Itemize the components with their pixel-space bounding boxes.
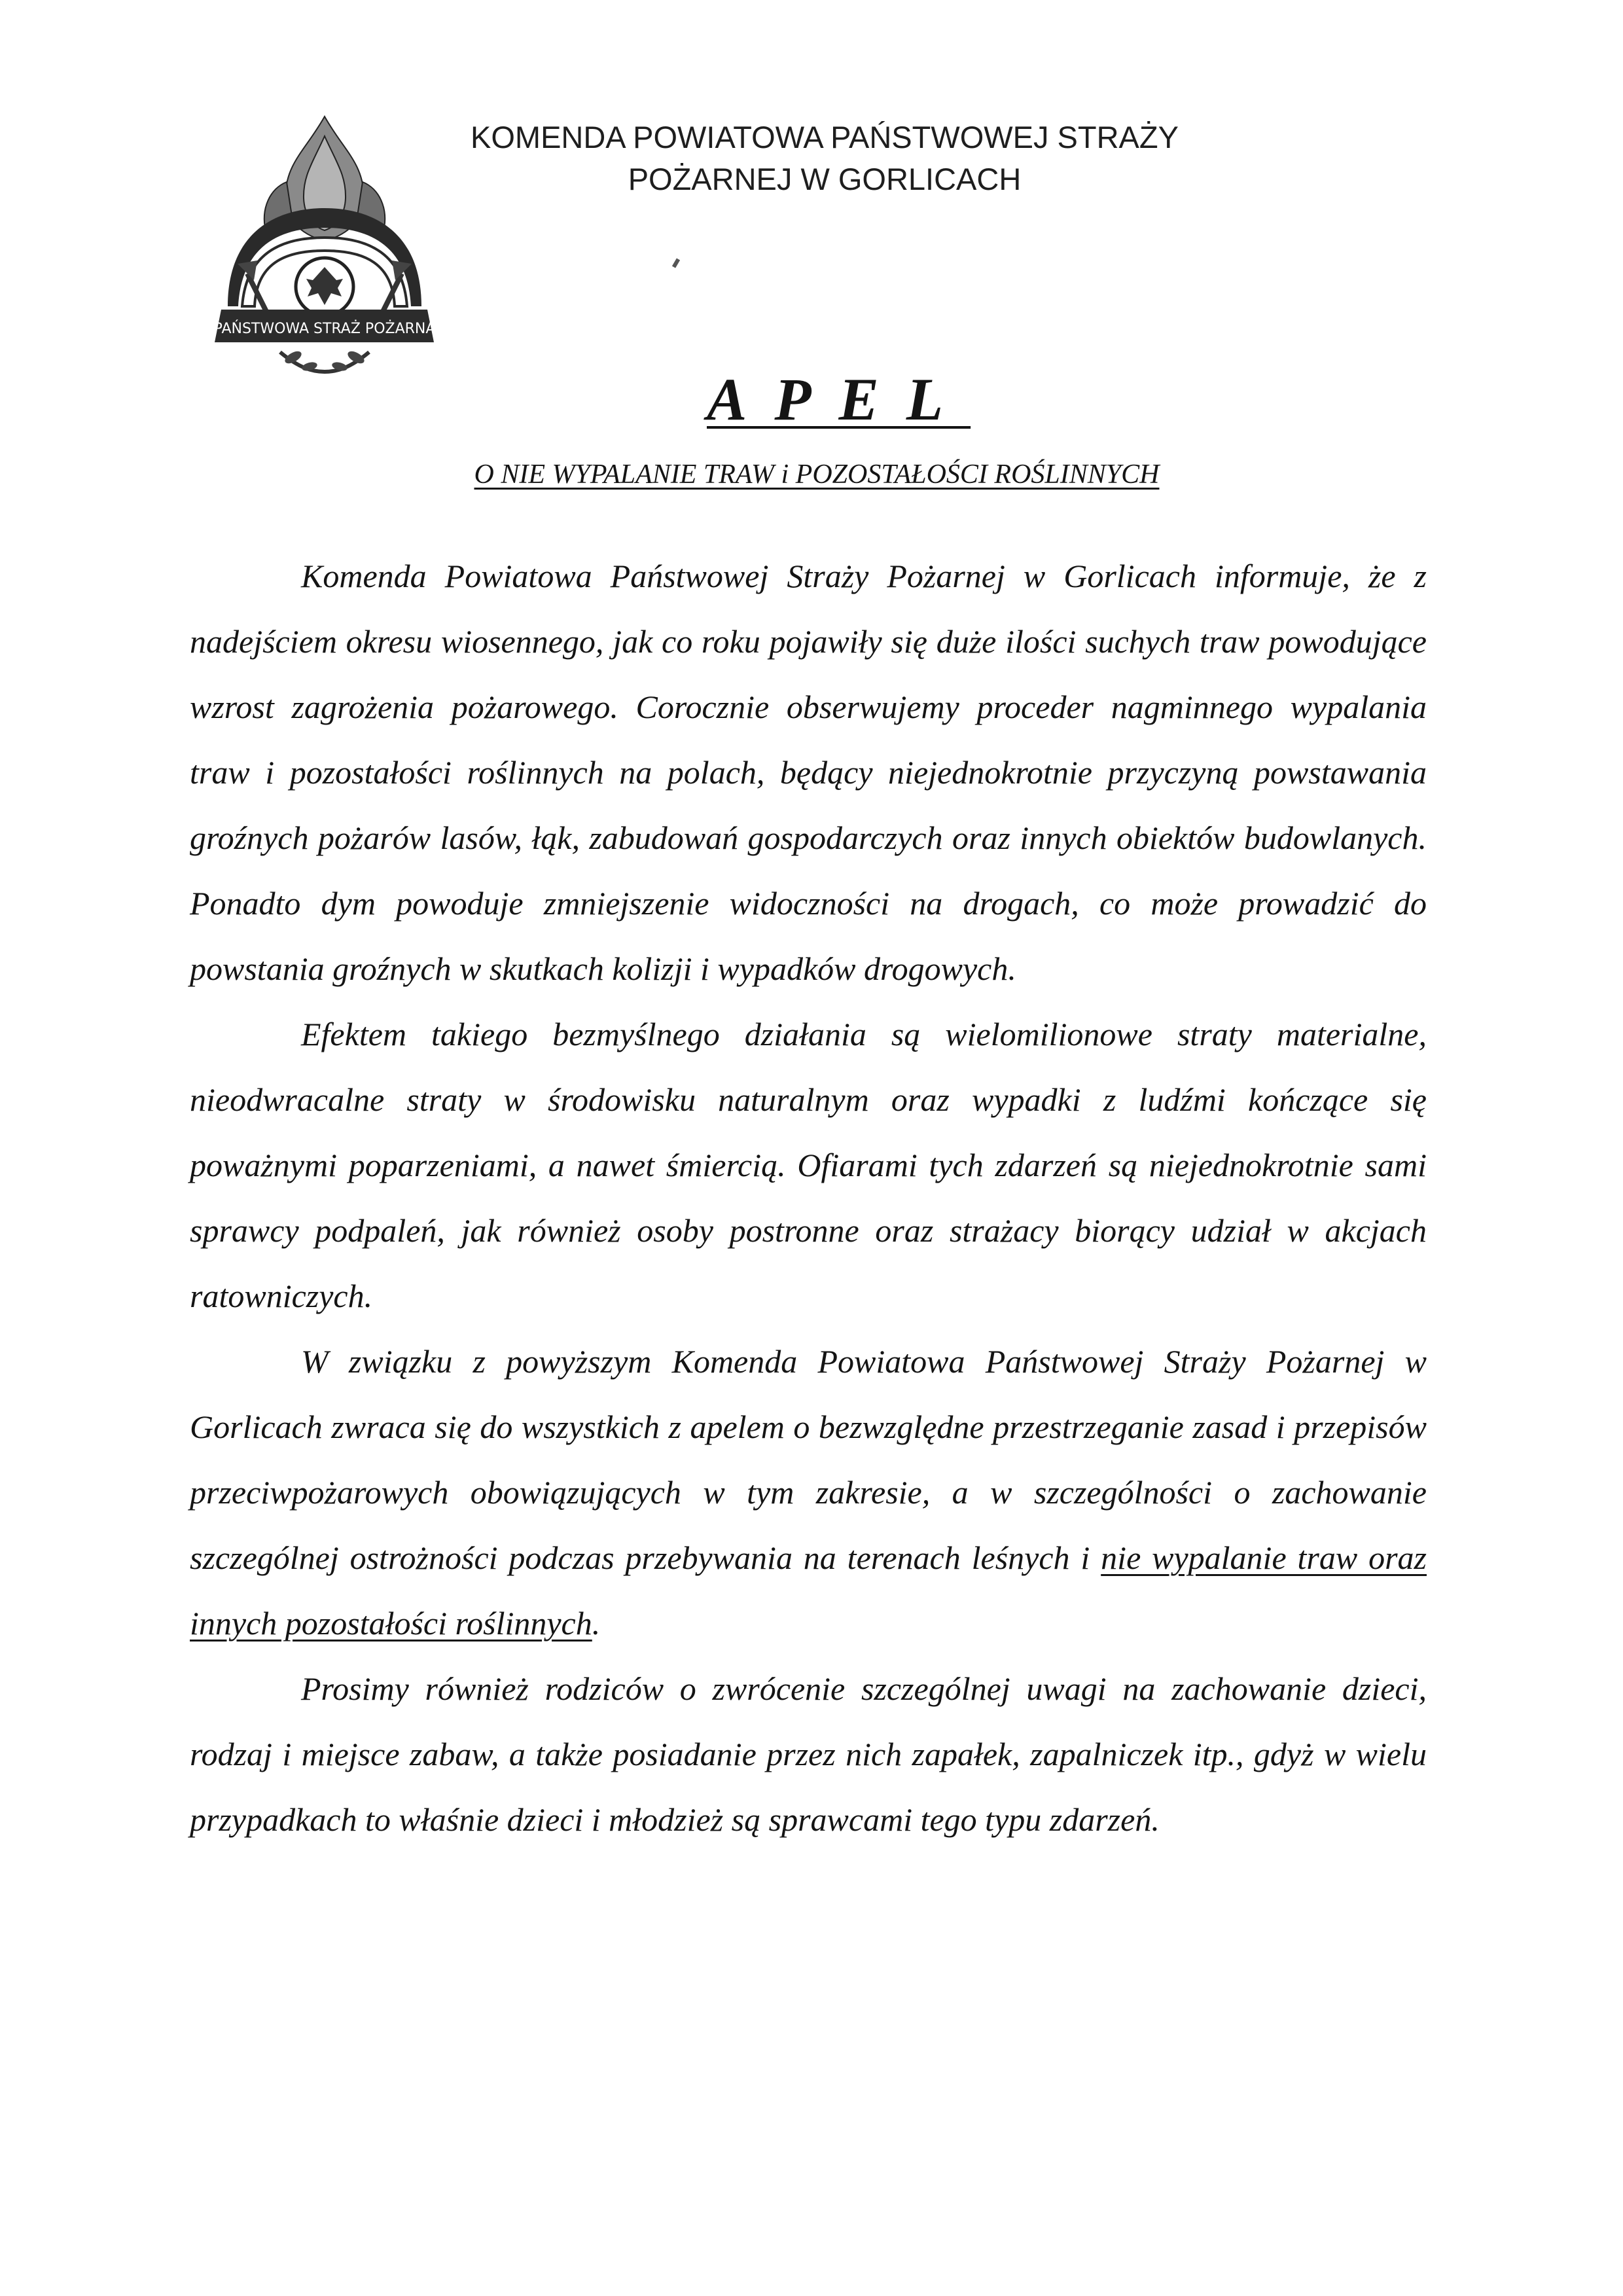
- paragraph-3-end: .: [592, 1605, 601, 1641]
- paragraph-1: Komenda Powiatowa Państwowej Straży Pożarnej w Gorlicach informuje, że z nadejściem okresu wiosennego, jak co roku pojawiły się duże ilości suchych traw powodujące wzrost zagrożenia pożarowego. Corocznie obserwujemy proceder nagminnego wypalania traw i pozostałości roślinnych na polach, będący niejednokrotnie przyczyną powstawania groźnych pożarów lasów, łąk, zabudowań gospodarczych oraz innych obiektów budowlanych. Ponadto dym powoduje zmniejszenie widoczności na drogach, co może prowadzić do powstania groźnych w skutkach kolizji i wypadków drogowych.: [190, 558, 1427, 987]
- institution-header: [445, 117, 1204, 200]
- ribbon-text: PAŃSTWOWA STRAŻ POŻARNA: [213, 321, 436, 337]
- paragraph-2: Efektem takiego bezmyślnego działania są wielomilionowe straty materialne, nieodwracalne straty w środowisku naturalnym oraz wypadki z ludźmi kończące się poważnymi poparzeniami, a nawet śmiercią. Ofiarami tych zdarzeń są niejednokrotnie sami sprawcy podpaleń, jak również osoby postronne oraz strażacy biorący udział w akcjach ratowniczych.: [190, 1016, 1427, 1314]
- scan-artifact: [672, 258, 680, 268]
- paragraph-3-start: W związku z powyższym Komenda Powiatowa Państwowej Straży Pożarnej w Gorlicach zwraca się do wszystkich z apelem o bezwzględne przestrzeganie zasad i przepisów przeciwpożarowych obowiązujących w tym zakresie, a w szczególności o zachowanie szczególnej ostrożności podczas przebywania na terenach leśnych i: [190, 1343, 1427, 1576]
- header-line-1: KOMENDA POWIATOWA PAŃSTWOWEJ STRAŻY: [471, 120, 1179, 154]
- straz-pozarna-emblem-icon: [208, 110, 440, 391]
- document-title: APEL: [707, 366, 971, 433]
- document-subtitle: O NIE WYPALANIE TRAW i POZOSTAŁOŚCI ROŚLINNYCH: [474, 459, 1160, 490]
- paragraph-3-underlined: nie wypalanie traw oraz innych pozostałości roślinnych: [190, 1539, 1427, 1641]
- eagle-icon: [296, 258, 353, 315]
- paragraph-3: [190, 1329, 1427, 1656]
- paragraph-4: Prosimy również rodziców o zwrócenie szczególnej uwagi na zachowanie dzieci, rodzaj i miejsce zabaw, a także posiadanie przez nich zapałek, zapalniczek itp., gdyż w wielu przypadkach to właśnie dzieci i młodzież są sprawcami tego typu zdarzeń.: [190, 1670, 1427, 1838]
- document-body: [190, 543, 1427, 1852]
- header-line-2: POŻARNEJ W GORLICACH: [628, 162, 1022, 196]
